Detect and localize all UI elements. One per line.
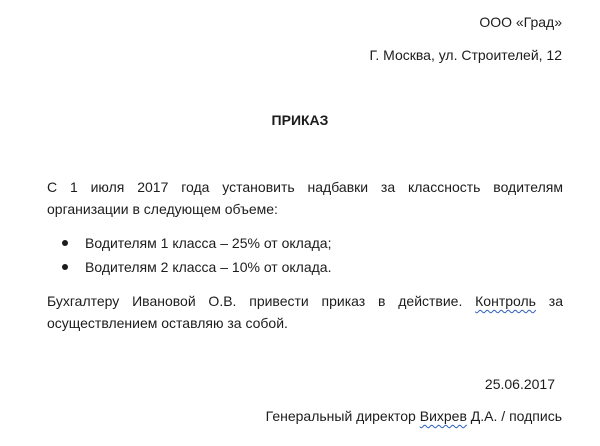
bullet-icon (62, 264, 68, 270)
instruction-line-1 (47, 290, 563, 312)
document-date: 25.06.2017 (484, 376, 555, 392)
organization-address: Г. Москва, ул. Строителей, 12 (369, 47, 562, 63)
instruction-text-end: за (535, 293, 563, 309)
spellcheck-word: Контроль (475, 293, 536, 309)
instruction-text: Бухгалтеру Ивановой О.В. привести приказ в действие. (47, 293, 476, 309)
order-line-2: организации в следующем объеме: (47, 201, 278, 217)
signature-suffix: Д.А. / подпись (466, 408, 562, 424)
organization-name: ООО «Град» (479, 14, 562, 30)
list-item-text: Водителям 2 класса – 10% от оклада. (85, 259, 332, 275)
order-line-1: С 1 июля 2017 года установить надбавки за классность водителям (47, 179, 563, 195)
list-item (62, 256, 331, 280)
list-item-text: Водителям 1 класса – 25% от оклада; (85, 235, 332, 251)
signature-line (266, 406, 562, 426)
bonus-list (62, 232, 331, 280)
document-title: ПРИКАЗ (271, 112, 329, 128)
list-item (62, 232, 331, 256)
signature-position: Генеральный директор (265, 408, 420, 424)
bullet-icon (62, 240, 68, 246)
instruction-line-2: осуществлением оставляю за собой. (47, 315, 288, 331)
signature-name: Вихрев (419, 408, 467, 424)
order-paragraph (47, 176, 563, 220)
instruction-paragraph (47, 290, 563, 334)
